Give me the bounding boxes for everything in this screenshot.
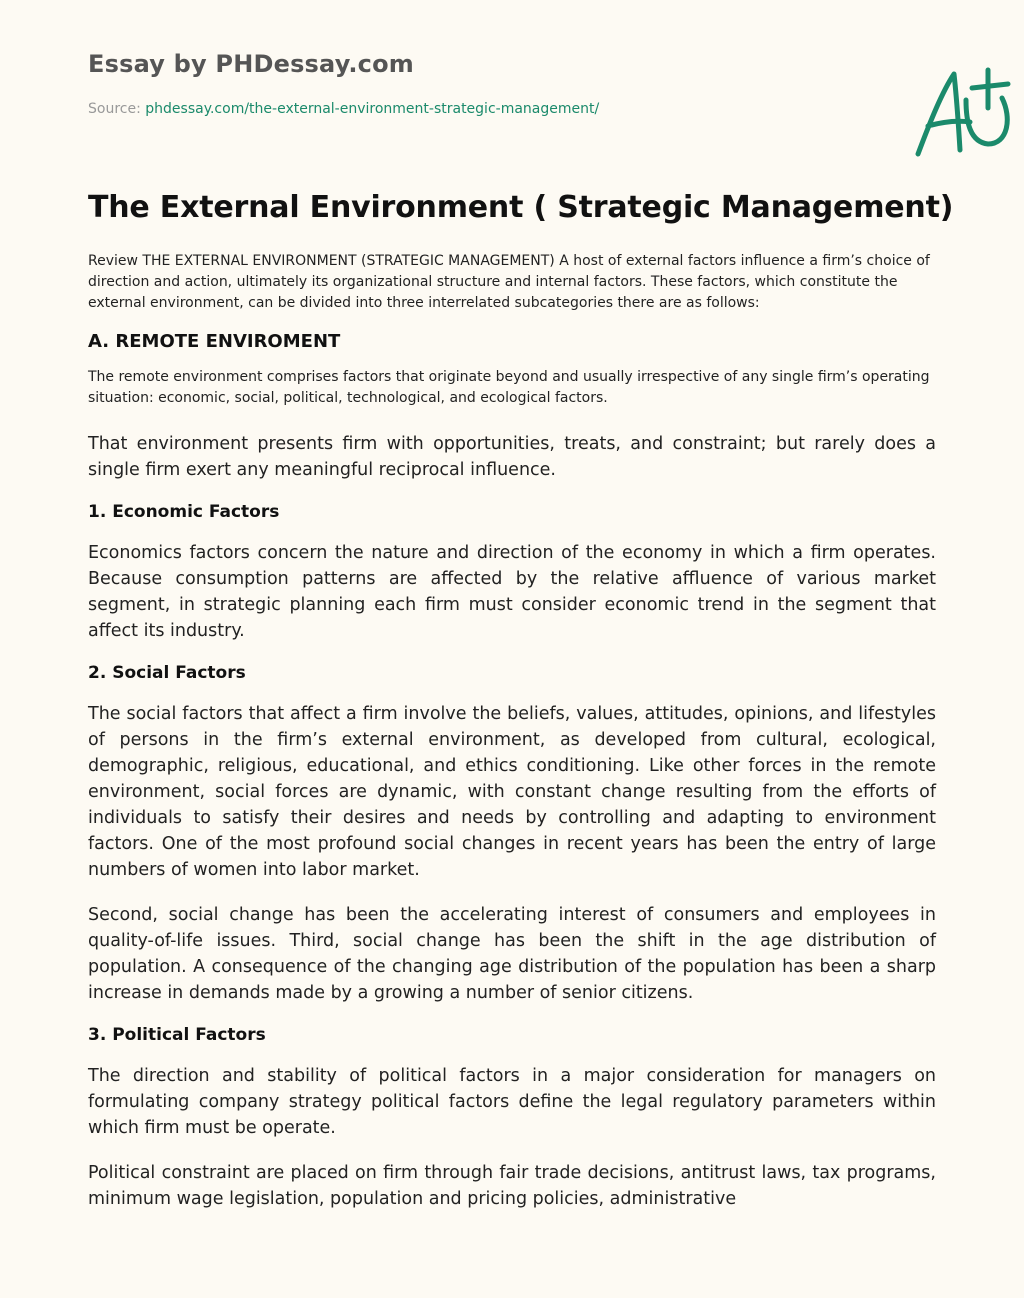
article-content — [88, 251, 936, 1231]
subheading-social: 2. Social Factors — [88, 663, 246, 683]
social-paragraph-2: Second, social change has been the accelerating interest of consumers and employees in quality-of-life issues. Third, social change has been the shift in the age distribution of population. A consequence of the changing age distribution of the population has been a sharp increase in demands made by a growing a number of senior citizens. — [88, 905, 936, 1003]
subheading-political: 3. Political Factors — [88, 1025, 266, 1045]
page-title: The External Environment ( Strategic Management) — [88, 190, 954, 225]
site-brand[interactable]: Essay by PHDessay.com — [88, 50, 414, 78]
source-link[interactable]: phdessay.com/the-external-environment-strategic-management/ — [145, 101, 600, 117]
source-label: Source: — [88, 101, 146, 117]
remote-paragraph: That environment presents firm with opportunities, treats, and constraint; but rarely does a single firm exert any meaningful reciprocal influence. — [88, 434, 936, 480]
subheading-economic: 1. Economic Factors — [88, 502, 280, 522]
remote-description: The remote environment comprises factors that originate beyond and usually irrespective of any single firm’s operating situation: economic, social, political, technological, and ecological factors. — [88, 369, 930, 406]
political-paragraph-2: Political constraint are placed on firm through fair trade decisions, antitrust laws, tax programs, minimum wage legislation, population and pricing policies, administrative — [88, 1163, 936, 1209]
a-plus-logo-icon — [908, 62, 1018, 162]
social-paragraph-1: The social factors that affect a firm involve the beliefs, values, attitudes, opinions, and lifestyles of persons in the firm’s external environment, as developed from cultural, ecological, demographic, religious, educational, and ethics conditioning. Like other forces in the remote environment, social forces are dynamic, with constant change resulting from the efforts of individuals to satisfy their desires and needs by controlling and adapting to environment factors. One of the most profound social changes in recent years has been the entry of large numbers of women into labor market. — [88, 704, 936, 880]
section-heading-remote: A. REMOTE ENVIROMENT — [88, 331, 341, 352]
economic-paragraph: Economics factors concern the nature and direction of the economy in which a firm operates. Because consumption patterns are affected by the relative affluence of various market segment, in strategic planning each firm must consider economic trend in the segment that affect its industry. — [88, 543, 936, 641]
political-paragraph-1: The direction and stability of political factors in a major consideration for managers on formulating company strategy political factors define the legal regulatory parameters within which firm must be operate. — [88, 1066, 936, 1138]
source-line — [88, 101, 599, 117]
intro-paragraph: Review THE EXTERNAL ENVIRONMENT (STRATEGIC MANAGEMENT) A host of external factors influence a firm’s choice of direction and action, ultimately its organizational structure and internal factors. These factors, which constitute the external environment, can be divided into three interrelated subcategories there are as follows: — [88, 253, 930, 311]
